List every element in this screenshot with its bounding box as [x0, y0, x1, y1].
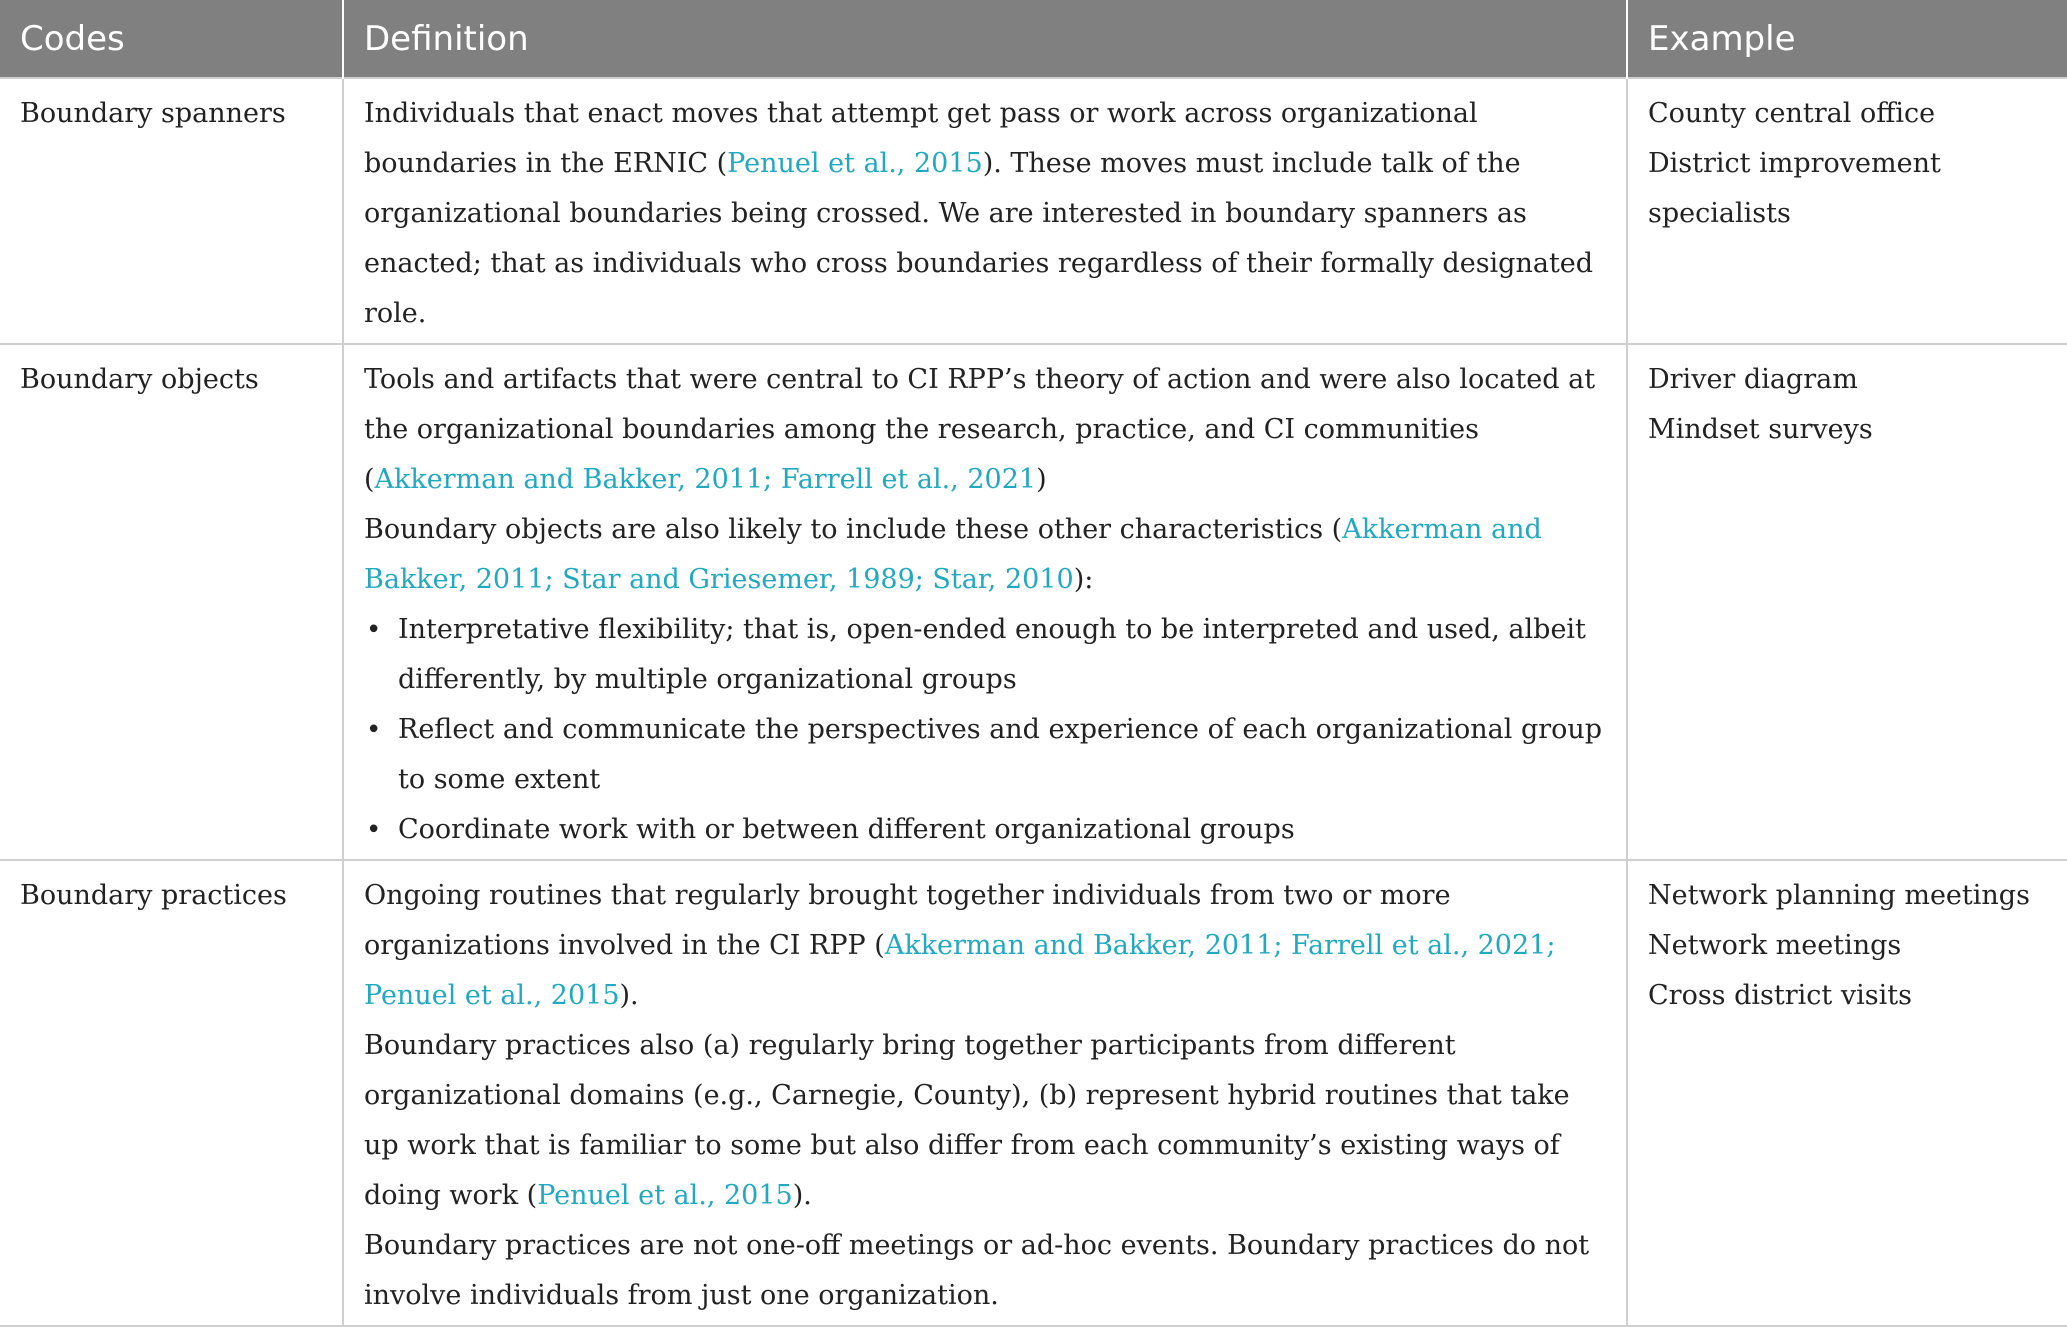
definition-text: Individuals that enact moves that attempt get pass or work across organizational boundaries in the ERNIC ( — [364, 98, 1478, 179]
definition-paragraph — [364, 871, 1606, 1021]
list-item: • Reflect and communicate the perspectives and experience of each organizational group to some extent — [398, 705, 1606, 805]
header-codes: Codes — [0, 0, 343, 78]
definition-paragraph — [364, 505, 1606, 605]
definition-cell — [343, 344, 1627, 860]
example-cell — [1627, 860, 2067, 1326]
table-row — [0, 344, 2067, 860]
list-item: • Interpretative flexibility; that is, open-ended enough to be interpreted and used, albeit differently, by multiple organizational groups — [398, 605, 1606, 705]
code-cell: Boundary practices — [0, 860, 343, 1326]
example-item: Mindset surveys — [1648, 414, 1873, 445]
definition-paragraph — [364, 1021, 1606, 1221]
definition-text: Boundary practices also (a) regularly bring together participants from different organizational domains (e.g., Carnegie, County), (b) represent hybrid routines that take up work that is familiar to some but also differ from each community’s existing ways of doing work ( — [364, 1030, 1570, 1211]
header-definition: Definition — [343, 0, 1627, 78]
citation-link[interactable]: Akkerman and Bakker, 2011; Star and Griesemer, 1989; Star, 2010 — [364, 514, 1542, 595]
code-cell: Boundary spanners — [0, 78, 343, 344]
example-item: Cross district visits — [1648, 980, 1912, 1011]
example-item: District improvement specialists — [1648, 148, 1941, 229]
table-row — [0, 860, 2067, 1326]
definition-text: Ongoing routines that regularly brought together individuals from two or more organizations involved in the CI RPP ( — [364, 880, 1451, 961]
definition-cell — [343, 78, 1627, 344]
code-cell: Boundary objects — [0, 344, 343, 860]
definition-text: ) — [1036, 464, 1047, 495]
list-item: • Coordinate work with or between different organizational groups — [398, 805, 1606, 855]
citation-link[interactable]: Penuel et al., 2015 — [727, 148, 983, 179]
definition-text: ): — [1073, 564, 1094, 595]
definition-text: ). — [619, 980, 639, 1011]
example-item: County central office — [1648, 98, 1936, 129]
definition-text: Tools and artifacts that were central to CI RPP’s theory of action and were also located at the organizational boundaries among the research, practice, and CI communities ( — [364, 364, 1596, 495]
example-item: Driver diagram — [1648, 364, 1858, 395]
definition-paragraph — [364, 89, 1606, 339]
table-row — [0, 78, 2067, 344]
example-item: Network meetings — [1648, 930, 1902, 961]
example-cell — [1627, 344, 2067, 860]
table-header — [0, 0, 2067, 78]
citation-link[interactable]: Akkerman and Bakker, 2011; Farrell et al., 2021; Penuel et al., 2015 — [364, 930, 1556, 1011]
example-item: Network planning meetings — [1648, 880, 2030, 911]
example-cell — [1627, 78, 2067, 344]
definition-text: ). — [792, 1180, 812, 1211]
citation-link[interactable]: Penuel et al., 2015 — [537, 1180, 793, 1211]
header-example: Example — [1627, 0, 2067, 78]
header-row — [0, 0, 2067, 78]
definition-text: ). These moves must include talk of the organizational boundaries being crossed. We are interested in boundary spanners as enacted; that as individuals who cross boundaries regardless of their formally designated role. — [364, 148, 1594, 329]
definition-cell — [343, 860, 1627, 1326]
definition-text: Boundary objects are also likely to include these other characteristics ( — [364, 514, 1343, 545]
definition-paragraph — [364, 355, 1606, 505]
citation-link[interactable]: Akkerman and Bakker, 2011; Farrell et al., 2021 — [374, 464, 1037, 495]
definition-paragraph: Boundary practices are not one-off meetings or ad-hoc events. Boundary practices do not involve individuals from just one organization. — [364, 1230, 1590, 1311]
characteristics-list — [364, 605, 1606, 855]
